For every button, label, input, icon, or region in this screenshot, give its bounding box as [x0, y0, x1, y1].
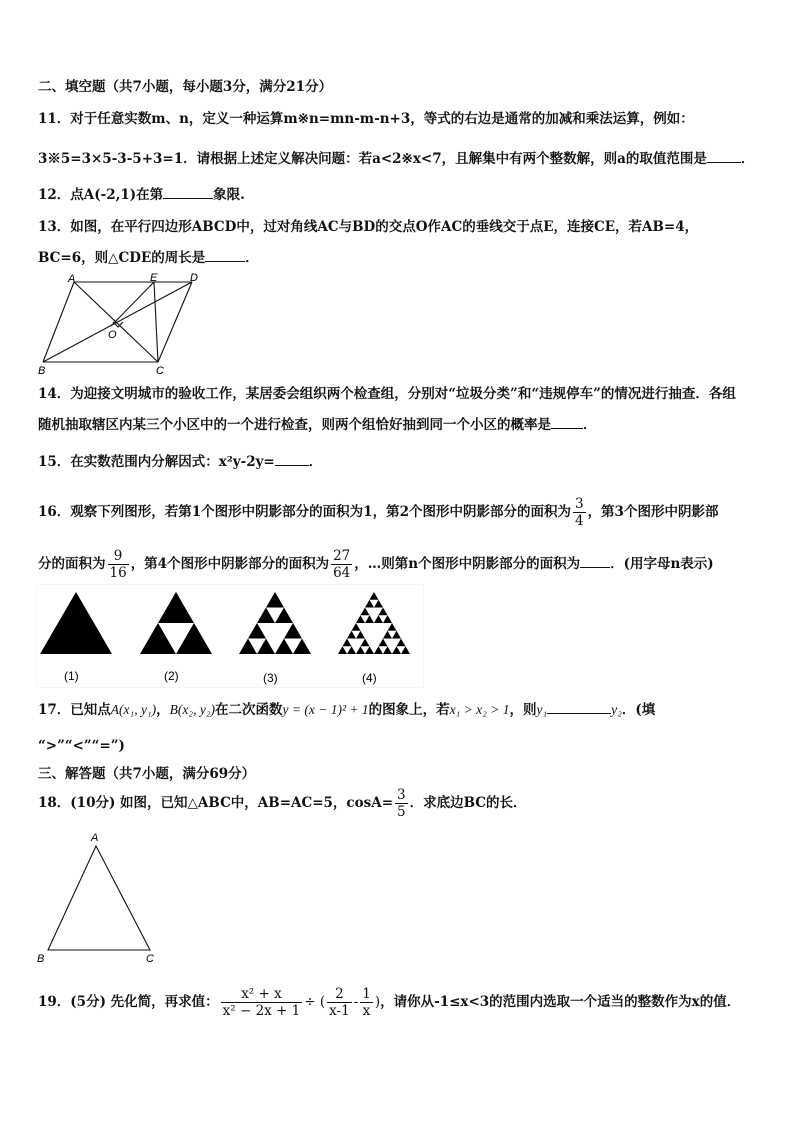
- parallelogram-figure: [34, 270, 214, 376]
- q15: 15．在实数范围内分解因式：x²y-2y= ．: [38, 454, 323, 470]
- fraction-3-5: $\frac{3}{5}$: [397, 787, 406, 820]
- q16-line1: 16．观察下列图形，若第1个图形中阴影部分的面积为1，第2个图形中阴影部分的面积为 $\frac{3}{4}$ ，第3个图形中阴影部: [38, 496, 719, 529]
- q13-line1: 13．如图，在平行四边形ABCD中，过对角线AC与BD的交点O作AC的垂线交于点E，连接CE，若AB=4，: [38, 219, 699, 235]
- fraction-expression: $\frac{\text{x² + x}}{\text{x² − 2x + 1}}$: [222, 986, 301, 1019]
- answer-blank: [580, 555, 610, 568]
- q14-line2: 随机抽取辖区内某三个小区中的一个进行检查，则两个组恰好抽到同一个小区的概率是 ．: [38, 417, 597, 433]
- section-heading-solve: 三、解答题（共7小题，满分69分）: [38, 766, 256, 782]
- q16-line2: 分的面积为 $\frac{9}{16}$ ，第4个图形中阴影部分的面积为 $\frac{27}{64}$ ，…则第n个图形中阴影部分的面积为 ．(用字母n表示): [38, 548, 714, 581]
- label-c: C: [146, 953, 154, 965]
- q11-line2: 3※5=3×5-3-5+3=1．请根据上述定义解决问题：若a<2※x<7，且解集中有两个整数解，则a的取值范围是 ．: [38, 151, 755, 167]
- fraction-3-4: $\frac{3}{4}$: [574, 496, 584, 529]
- label-d: D: [190, 272, 198, 284]
- q13-line2: BC=6，则△CDE的周长是 ．: [38, 250, 259, 266]
- answer-blank: [551, 416, 583, 429]
- label-e: E: [150, 272, 158, 284]
- q19: 19．(5分) 先化简，再求值： $\frac{\text{x² + x}}{\text{x² − 2x + 1}}$ ÷ ( $\frac{2}{x-1}$ - $\frac{1}{x}$ )，请你从-1≤x<3的范围内选取一个适当的整数作为x的值．: [38, 986, 741, 1019]
- q12: 12．点A(-2,1)在第 象限.: [38, 187, 245, 203]
- q14-line1: 14．为迎接文明城市的验收工作，某居委会组织两个检查组，分别对“垃圾分类”和“违规停车”的情况进行抽查．各组: [38, 386, 736, 402]
- triangle-abc-figure: [34, 828, 164, 968]
- fig-label-4: (4): [362, 671, 377, 685]
- answer-blank: [707, 150, 741, 163]
- label-a: A: [68, 273, 76, 285]
- fraction-1-over-x: $\frac{1}{x}$: [362, 986, 371, 1019]
- fraction-27-64: $\frac{27}{64}$: [333, 548, 351, 581]
- fig-label-1: (1): [64, 669, 79, 683]
- label-c: C: [156, 365, 164, 376]
- section-heading-fill-in: 二、填空题（共7小题，每小题3分，满分21分）: [38, 79, 333, 95]
- answer-blank: [205, 249, 245, 262]
- q11-line1: 11．对于任意实数m、n，定义一种运算m※n=mn-m-n+3，等式的右边是通常的加减和乘法运算，例如：: [38, 111, 694, 127]
- label-o: O: [108, 329, 117, 341]
- answer-blank: [163, 186, 213, 199]
- label-a: A: [91, 832, 99, 844]
- answer-blank: [547, 701, 611, 714]
- q17-line2: “>”“<”“=”): [38, 738, 125, 754]
- sierpinski-figures: [36, 584, 424, 688]
- fraction-2-over-x-minus-1: $\frac{2}{x-1}$: [329, 986, 350, 1019]
- q17-line1: 17．已知点A(x₁, y₁)，B(x₂, y₂)在二次函数y = (x − 1)² + 1的图象上，若x₁ > x₂ > 1，则y₁ y₂．(填: [38, 702, 656, 718]
- answer-blank: [275, 453, 309, 466]
- fig-label-2: (2): [164, 669, 179, 683]
- fraction-9-16: $\frac{9}{16}$: [109, 548, 127, 581]
- fig-label-3: (3): [263, 671, 278, 685]
- label-b: B: [38, 365, 46, 376]
- label-b: B: [37, 953, 45, 965]
- q18: 18．(10分) 如图，已知△ABC中，AB=AC=5，cosA= $\frac{3}{5}$ ．求底边BC的长．: [38, 787, 527, 820]
